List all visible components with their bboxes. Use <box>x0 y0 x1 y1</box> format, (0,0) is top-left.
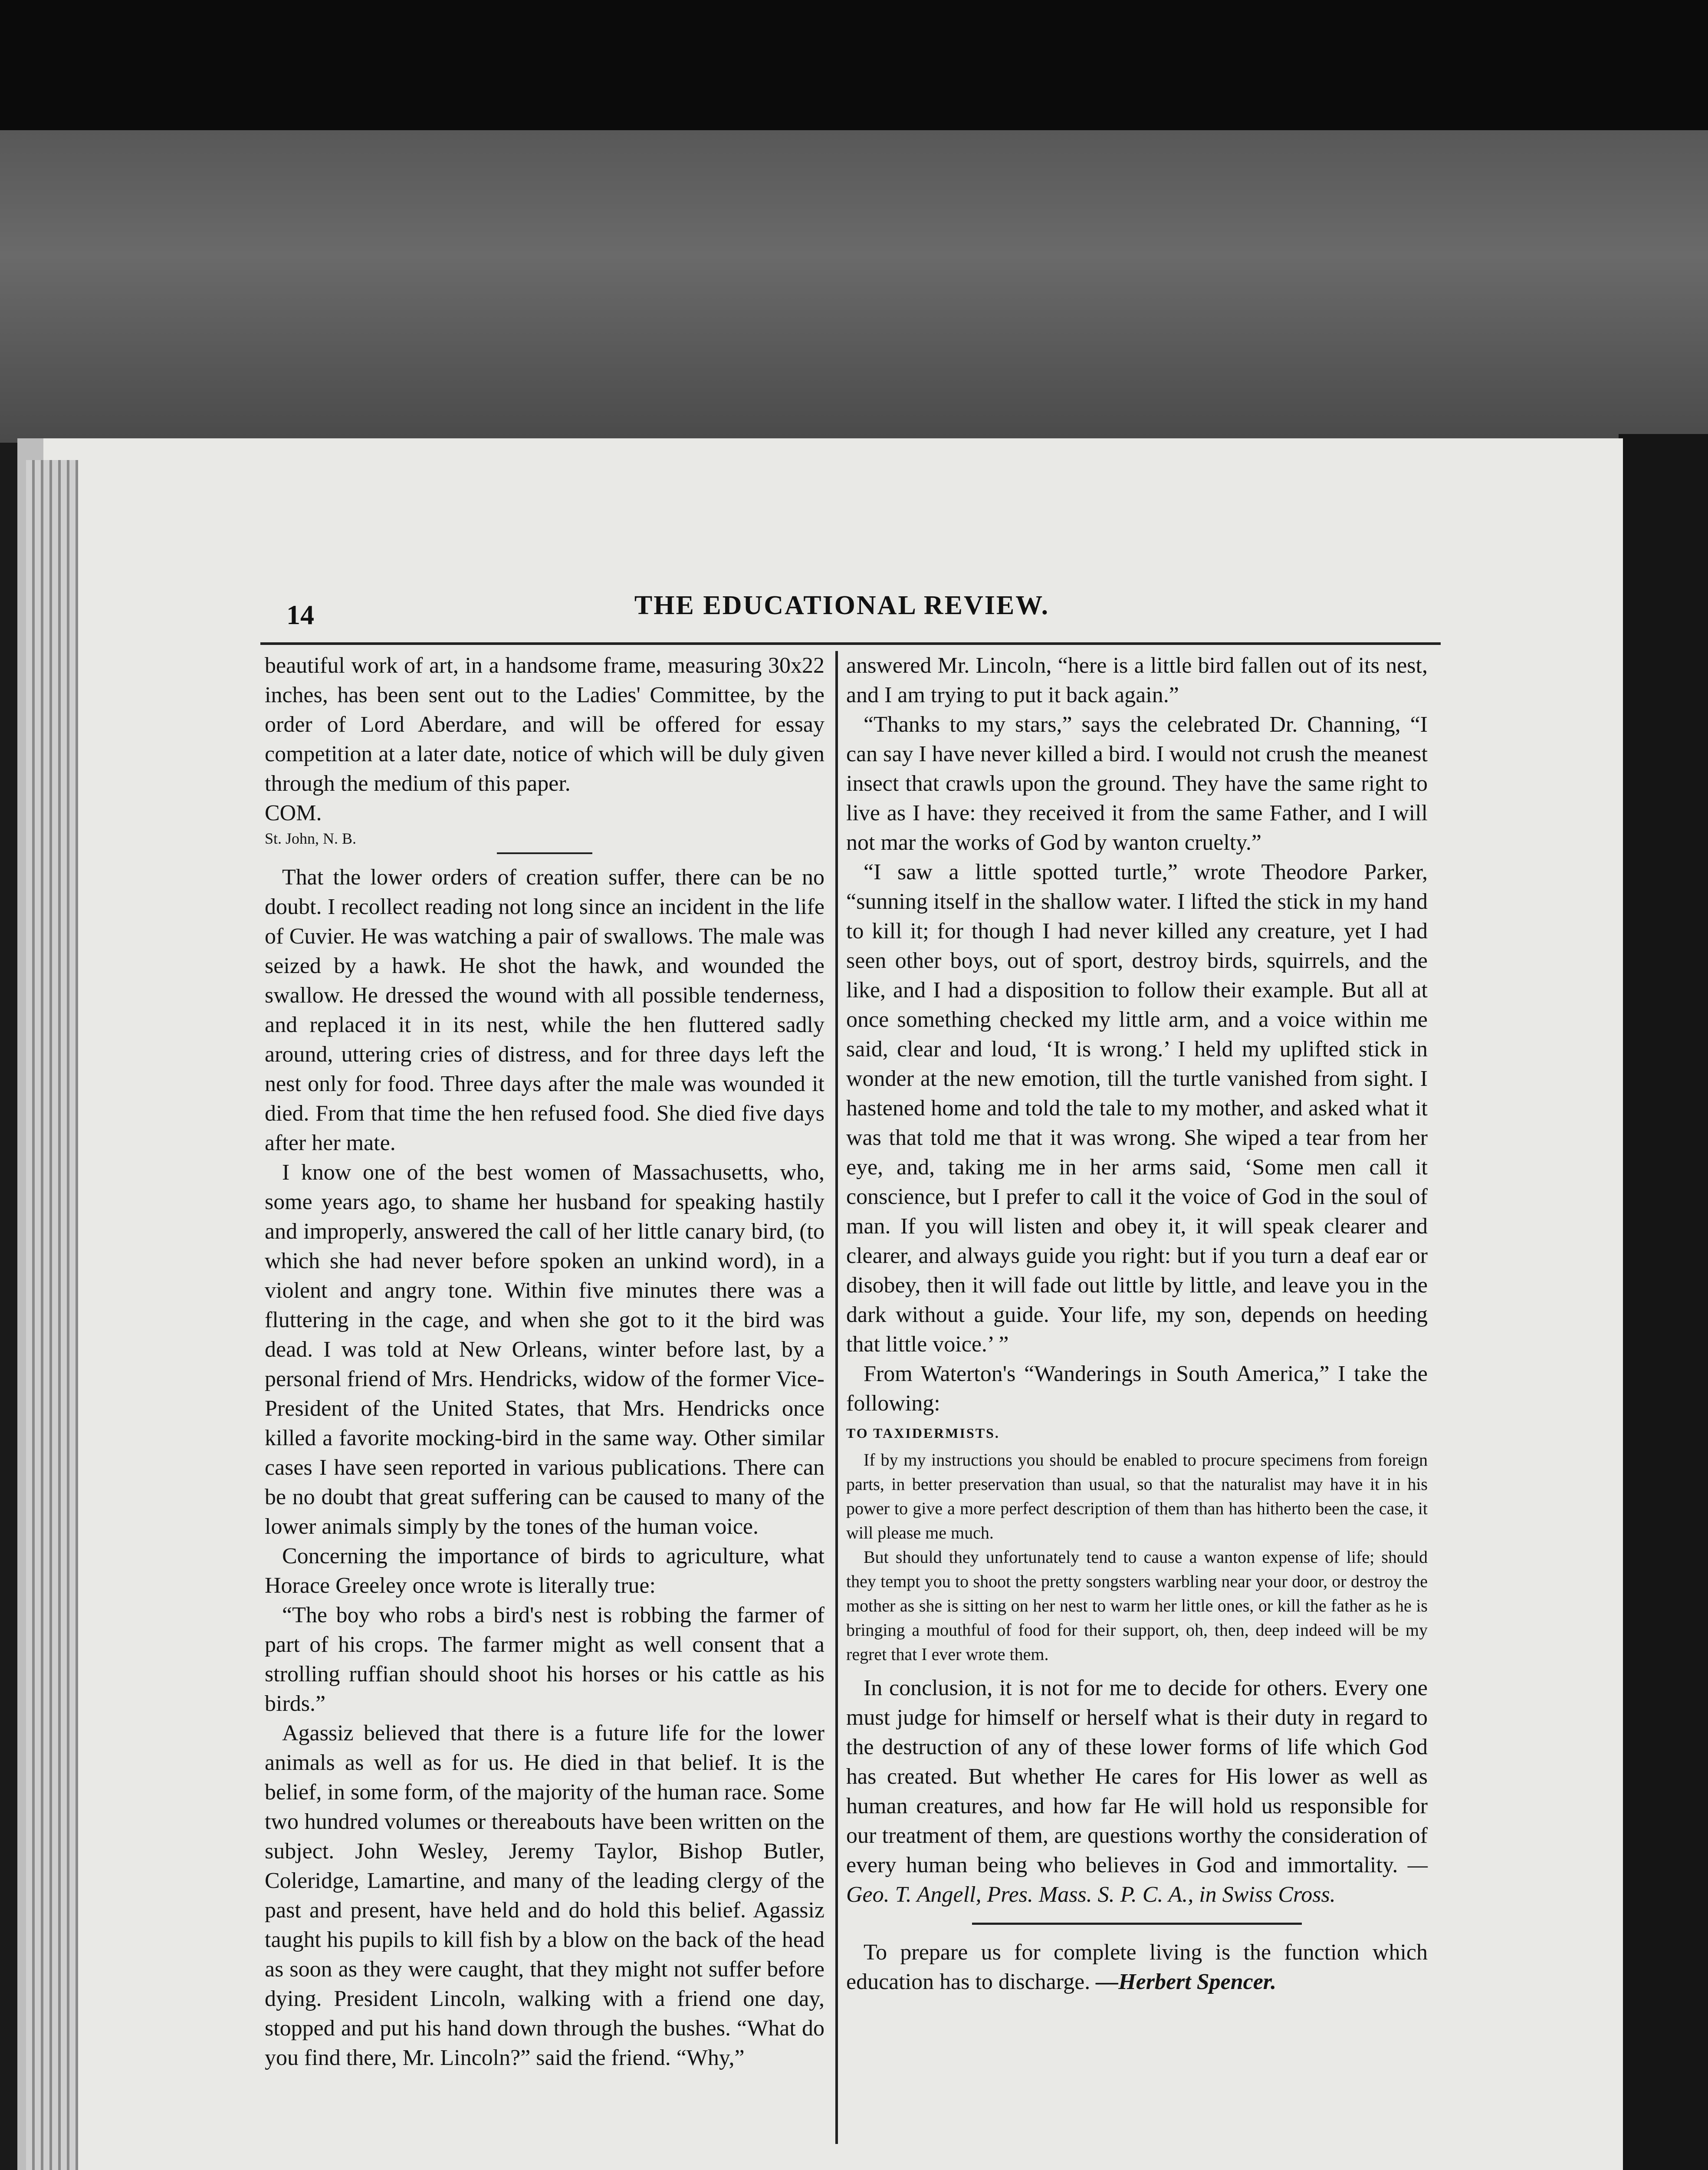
quotation: “The boy who robs a bird's nest is robbing the farmer of part of his crops. The farmer might as well consent that a strolling ruffian should shoot his horses or his cattle as his birds.” <box>265 1603 824 1716</box>
paragraph: “Thanks to my stars,” says the celebrated Dr. Channing, “I can say I have never killed a bird. I would not crush the meanest insect that crawls upon the ground. They have the same right to live as I have: they received it from the same Father, and I will not mar the works of God by wanton cruelty.” <box>846 712 1428 855</box>
signoff: COM. <box>265 801 322 825</box>
page-stack-edge <box>26 460 78 2170</box>
right-column <box>846 651 1428 1997</box>
paragraph: From Waterton's “Wanderings in South America,” I take the following: <box>846 1361 1428 1416</box>
column-divider <box>835 651 838 2144</box>
paragraph-text: In conclusion, it is not for me to decide for others. Every one must judge for himself or herself what is their duty in regard to the destruction of any of these lower forms of life which God has created. But whether He cares for His lower as well as human creatures, and how far He will hold us responsible for our treatment of them, are questions worthy the consideration of every human being who believes in God and immortality. <box>846 1676 1428 1877</box>
film-border-top <box>0 0 1708 130</box>
section-rule <box>497 852 592 854</box>
film-border-left <box>0 443 17 2170</box>
section-rule <box>972 1923 1302 1925</box>
paragraph: answered Mr. Lincoln, “here is a little bird fallen out of its nest, and I am trying to put it back again.” <box>846 653 1428 707</box>
film-border-right <box>1619 434 1708 2170</box>
paragraph: I know one of the best women of Massachusetts, who, some years ago, to shame her husband for speaking hastily and improperly, answered the call of her little canary bird, (to which she had never before spoken an unkind word), in a violent and angry tone. Within five minutes there was a fluttering in the cage, and when she got to it the bird was dead. I was told at New Orleans, winter before last, by a personal friend of Mrs. Hendricks, widow of the former Vice-President of the United States, that Mrs. Hendricks once killed a favorite mocking-bird in the same way. Other similar cases I have seen reported in various publications. There can be no doubt that great suffering can be caused to many of the lower animals simply by the tones of the human voice. <box>265 1160 824 1539</box>
quoted-extract: If by my instructions you should be enabled to procure specimens from foreign parts, in better preservation than usual, so that the naturalist may have it in his power to give a more perfect description of them than has hitherto been the case, it will please me much. <box>846 1450 1428 1542</box>
paragraph: That the lower orders of creation suffer, there can be no doubt. I recollect reading not long since an incident in the life of Cuvier. He was watching a pair of swallows. The male was seized by a hawk. He shot the hawk, and wounded the swallow. He dressed the wound with all possible tenderness, and replaced it in its nest, while the hen fluttered sadly around, uttering cries of distress, and for three days left the nest only for food. Three days after the male was wounded it died. From that time the hen refused food. She died five days after her mate. <box>265 865 824 1155</box>
paragraph: Concerning the importance of birds to agriculture, what Horace Greeley once wrote is literally true: <box>265 1544 824 1598</box>
place-line: St. John, N. B. <box>265 830 357 847</box>
page-number: 14 <box>286 599 314 630</box>
left-column <box>265 651 824 2073</box>
attribution: —Herbert Spencer. <box>1096 1969 1277 1994</box>
paragraph: beautiful work of art, in a handsome frame, measuring 30x22 inches, has been sent out to the Ladies' Committee, by the order of Lord Aberdare, and will be offered for essay competition at a later date, notice of which will be duly given through the medium of this paper. <box>265 653 824 796</box>
film-background <box>0 130 1708 443</box>
attribution: —Geo. T. Angell, Pres. Mass. S. P. C. A., in Swiss Cross. <box>846 1853 1428 1907</box>
running-head: THE EDUCATIONAL REVIEW. <box>634 591 1050 620</box>
paragraph <box>846 1938 1428 1997</box>
quoted-extract: But should they unfortunately tend to cause a wanton expense of life; should they tempt you to shoot the pretty songsters warbling near your door, or destroy the mother as she is sitting on her nest to warm her little ones, or kill the father as he is bringing a mouthful of food for their support, oh, then, deep indeed will be my regret that I ever wrote them. <box>846 1547 1428 1664</box>
subheading: TO TAXIDERMISTS. <box>846 1425 1000 1441</box>
paragraph: “I saw a little spotted turtle,” wrote Theodore Parker, “sunning itself in the shallow water. I lifted the stick in my hand to kill it; for though I had never killed any creature, yet I had seen other boys, out of sport, destroy birds, squirrels, and the like, and I had a disposition to follow their example. But all at once something checked my little arm, and a voice within me said, clear and loud, ‘It is wrong.’ I held my uplifted stick in wonder at the new emotion, till the turtle vanished from sight. I hastened home and told the tale to my mother, and asked what it was that told me that it was wrong. She wiped a tear from her eye, and, taking me in her arms said, ‘Some men call it conscience, but I prefer to call it the voice of God in the soul of man. If you will listen and obey it, it will speak clearer and clearer, and always guide you right: but if you turn a deaf ear or disobey, then it will fade out little by little, and leave you in the dark without a guide. Your life, my son, depends on heeding that little voice.’ ” <box>846 860 1428 1357</box>
paragraph: Agassiz believed that there is a future life for the lower animals as well as for us. He died in that belief. It is the belief, in some form, of the majority of the human race. Some two hundred volumes or thereabouts have been written on the subject. John Wesley, Jeremy Taylor, Bishop Butler, Coleridge, Lamartine, and many of the leading clergy of the past and present, have held and do hold this belief. Agassiz taught his pupils to kill fish by a blow on the back of the head as soon as they were caught, that they might not suffer before dying. President Lincoln, walking with a friend one day, stopped and put his hand down through the bushes. “What do you find there, Mr. Lincoln?” said the friend. “Why,” <box>265 1721 824 2070</box>
header-rule <box>260 642 1441 645</box>
paragraph-text: To prepare us for complete living is the function which education has to discharge. <box>846 1940 1428 1994</box>
paragraph <box>846 1674 1428 1910</box>
